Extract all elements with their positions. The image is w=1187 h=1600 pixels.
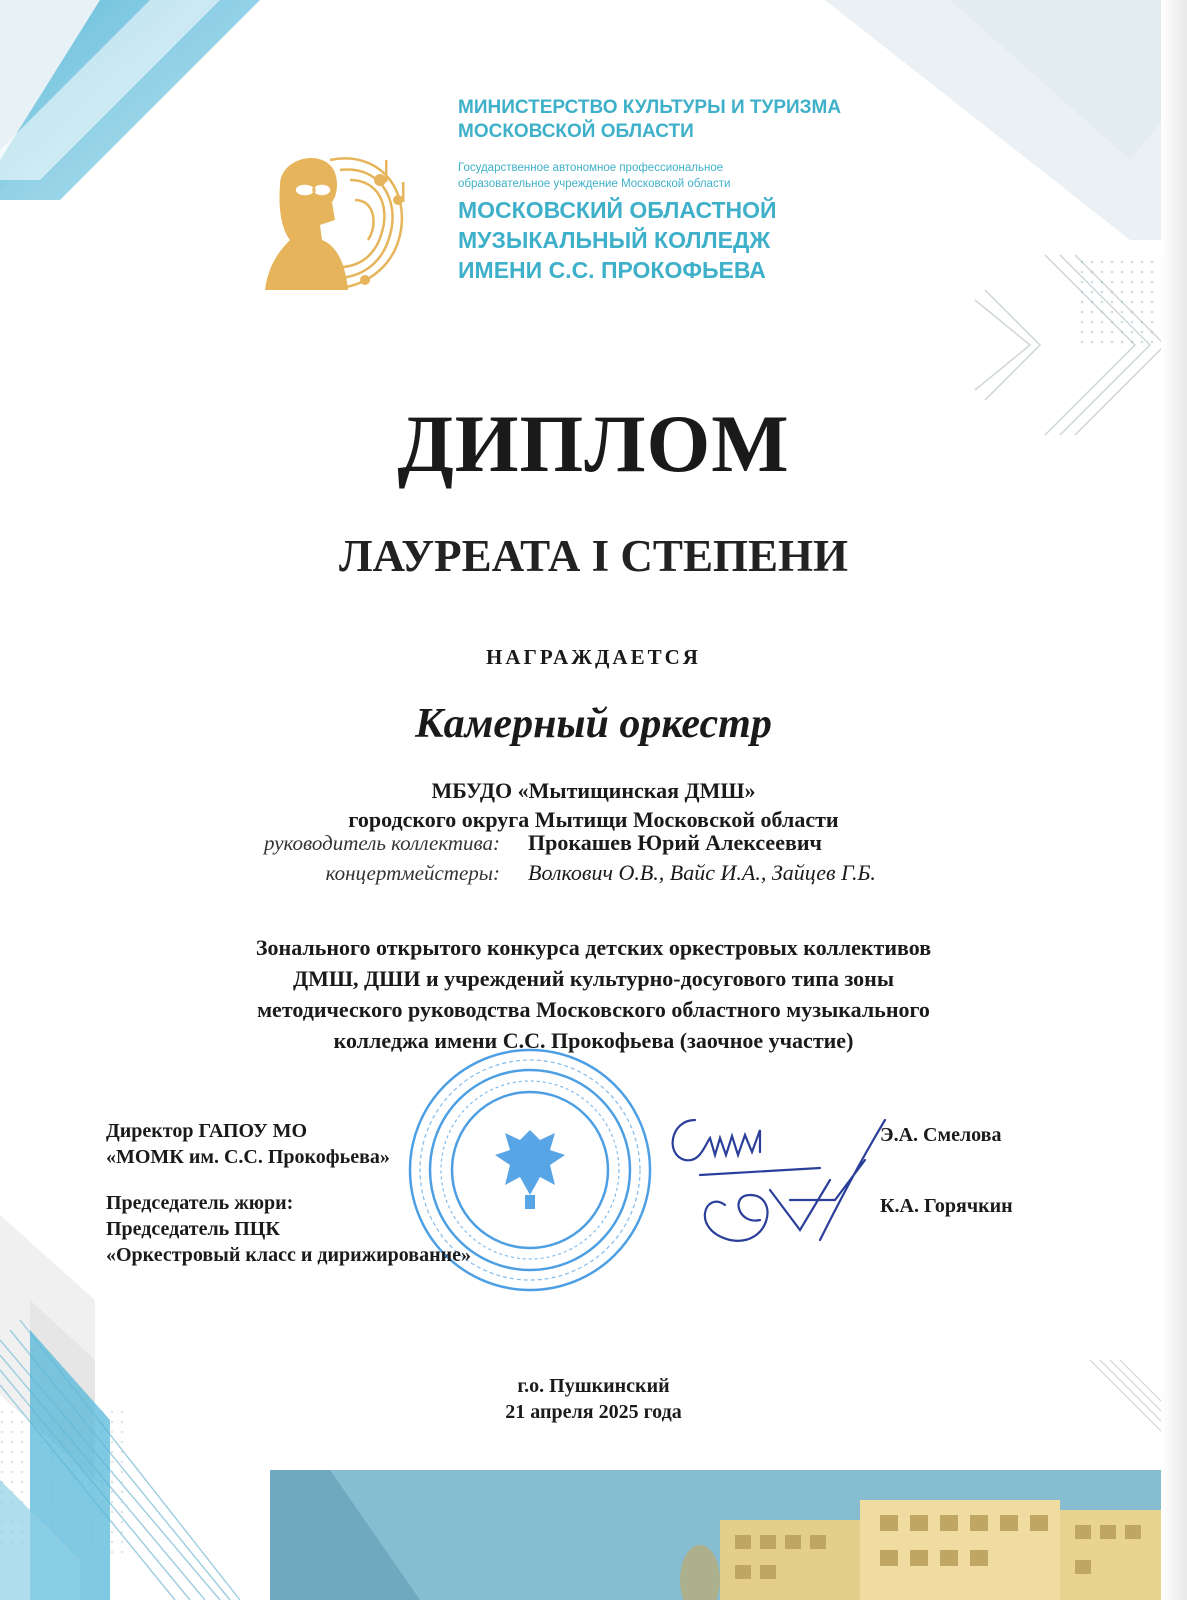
recipient-name: Камерный оркестр	[415, 701, 772, 747]
accompanists-names: Волкович О.В., Вайс И.А., Зайцев Г.Б.	[528, 860, 876, 885]
jury-title	[106, 1190, 471, 1268]
leader-name: Прокашев Юрий Алексеевич	[528, 830, 822, 855]
college-line-1: МОСКОВСКИЙ ОБЛАСТНОЙ	[458, 197, 777, 223]
diploma-title: ДИПЛОМ	[397, 398, 790, 489]
director-name: Э.А. Смелова	[880, 1124, 1002, 1146]
director-line-1: Директор ГАПОУ МО	[106, 1120, 308, 1142]
competition-line-2: ДМШ, ДШИ и учреждений культурно-досугового типа зоны	[292, 966, 895, 991]
header	[260, 90, 860, 300]
handwritten-signatures	[660, 1100, 900, 1270]
competition-line-3: методического руководства Московского областного музыкального	[257, 997, 930, 1022]
jury-line-1: Председатель жюри:	[106, 1192, 294, 1214]
issue-city: г.о. Пушкинский	[517, 1375, 670, 1397]
jury-line-2: Председатель ПЦК	[106, 1218, 280, 1240]
ministry-line-1: МИНИСТЕРСТВО КУЛЬТУРЫ И ТУРИЗМА	[458, 97, 842, 118]
awarded-label: НАГРАЖДАЕТСЯ	[486, 645, 701, 669]
college-line-2: МУЗЫКАЛЬНЫЙ КОЛЛЕДЖ	[458, 227, 771, 253]
eagle-emblem-icon	[495, 1130, 565, 1209]
accompanists-label: концертмейстеры:	[325, 861, 500, 885]
prokofiev-logo-icon	[260, 140, 420, 300]
gapou-line-2: образовательное учреждение Московской области	[458, 178, 731, 190]
leader-label: руководитель коллектива:	[263, 831, 500, 855]
college-name	[458, 195, 858, 285]
ministry-name	[458, 96, 858, 144]
institution-line-1: МБУДО «Мытищинская ДМШ»	[431, 778, 756, 803]
institution-line-2: городского округа Мытищи Московской области	[348, 807, 839, 832]
gapou-description	[458, 160, 798, 192]
jury-chair-name: К.А. Горячкин	[880, 1195, 1013, 1217]
issue-date: 21 апреля 2025 года	[505, 1401, 682, 1423]
college-line-3: ИМЕНИ С.С. ПРОКОФЬЕВА	[458, 257, 766, 283]
director-line-2: «МОМК им. С.С. Прокофьева»	[106, 1146, 390, 1168]
jury-line-3: «Оркестровый класс и дирижирование»	[106, 1244, 472, 1266]
gapou-line-1: Государственное автономное профессиональное	[458, 162, 724, 174]
ministry-line-2: МОСКОВСКОЙ ОБЛАСТИ	[458, 121, 694, 142]
competition-description	[150, 932, 1037, 1056]
competition-line-4: колледжа имени С.С. Прокофьева (заочное участие)	[333, 1028, 854, 1053]
director-title	[106, 1118, 390, 1170]
competition-line-1: Зонального открытого конкурса детских оркестровых коллективов	[255, 935, 932, 960]
diploma-subtitle: ЛАУРЕАТА I СТЕПЕНИ	[339, 531, 848, 581]
